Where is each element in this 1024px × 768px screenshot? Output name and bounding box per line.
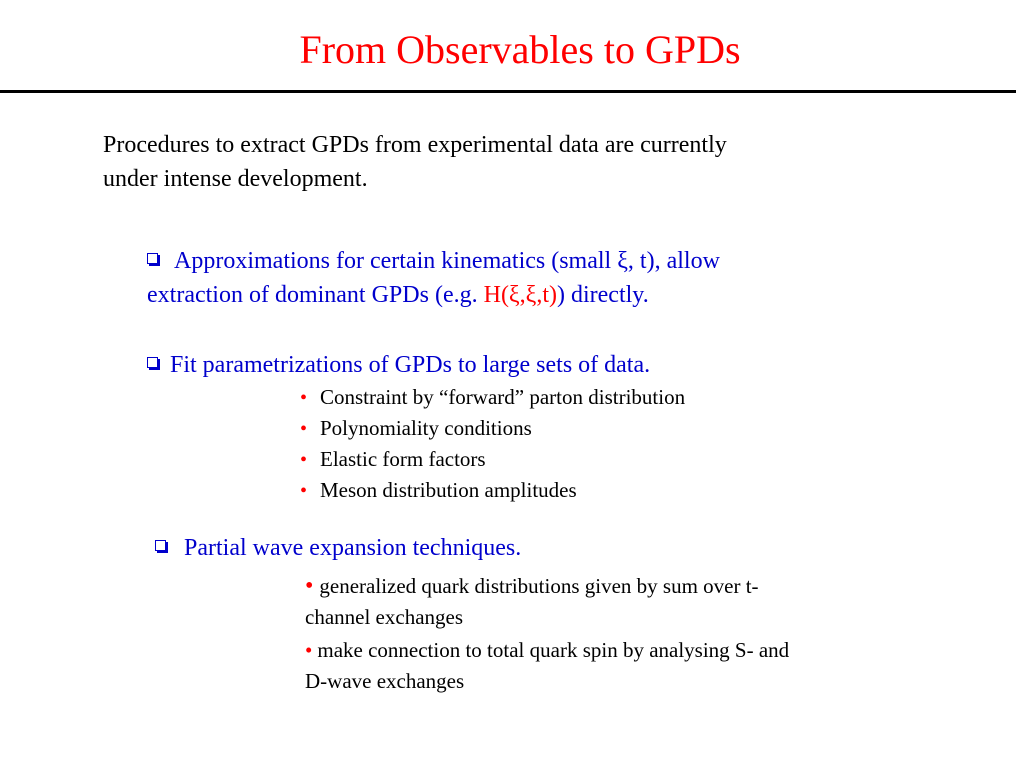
sub-item-quark-spin-line-1 bbox=[305, 635, 925, 666]
gpd-highlight: H(ξ,ξ,t) bbox=[483, 282, 557, 308]
sub-item-label: Elastic form factors bbox=[320, 447, 486, 471]
slide-title: From Observables to GPDs bbox=[299, 27, 741, 72]
bullet-approximations bbox=[147, 244, 907, 312]
title-divider bbox=[0, 90, 1016, 93]
intro-line-1: Procedures to extract GPDs from experimental data are currently bbox=[103, 132, 727, 158]
sub-item-quark-spin bbox=[305, 635, 925, 697]
sub-item-generalized-quark-line-1 bbox=[305, 571, 925, 602]
sub-item-generalized-quark bbox=[305, 571, 925, 633]
bullet-approximations-text-1: Approximations for certain kinematics (small ξ, t), allow bbox=[174, 248, 720, 274]
red-dot-icon: • bbox=[300, 480, 308, 502]
sub-item-generalized-quark-text-1: generalized quark distributions given by sum over t- bbox=[319, 574, 759, 598]
bullet-approximations-suffix: ) directly. bbox=[557, 282, 649, 308]
sub-item-polynomiality bbox=[300, 413, 532, 445]
checkbox-square-icon bbox=[147, 357, 158, 368]
checkbox-square-icon bbox=[147, 253, 158, 264]
sub-item-quark-spin-line-2: D-wave exchanges bbox=[305, 669, 465, 693]
intro-paragraph bbox=[103, 128, 923, 196]
sub-item-quark-spin-text-1: make connection to total quark spin by analysing S- and bbox=[317, 638, 790, 662]
bullet-partial-wave bbox=[155, 531, 915, 565]
red-dot-icon: • bbox=[300, 418, 308, 440]
sub-item-forward-parton bbox=[300, 382, 685, 414]
intro-line-2: under intense development. bbox=[103, 166, 368, 192]
bullet-partial-wave-text: Partial wave expansion techniques. bbox=[184, 535, 522, 561]
red-dot-icon: • bbox=[305, 573, 314, 599]
red-dot-icon: • bbox=[305, 638, 313, 662]
bullet-approximations-line-1 bbox=[147, 244, 907, 278]
bullet-approximations-prefix: extraction of dominant GPDs (e.g. bbox=[147, 282, 484, 308]
bullet-approximations-line-2 bbox=[147, 278, 907, 312]
bullet-fit-parametrizations bbox=[147, 348, 907, 382]
checkbox-square-icon bbox=[155, 540, 166, 551]
sub-item-meson-distribution bbox=[300, 475, 577, 507]
sub-item-label: Polynomiality conditions bbox=[320, 416, 532, 440]
red-dot-icon: • bbox=[300, 449, 308, 471]
red-dot-icon: • bbox=[300, 387, 308, 409]
sub-item-elastic-form-factors bbox=[300, 444, 486, 476]
sub-item-label: Constraint by “forward” parton distribution bbox=[320, 385, 686, 409]
sub-item-generalized-quark-line-2: channel exchanges bbox=[305, 605, 464, 629]
sub-item-label: Meson distribution amplitudes bbox=[320, 478, 577, 502]
bullet-fit-text: Fit parametrizations of GPDs to large sets of data. bbox=[170, 352, 651, 378]
